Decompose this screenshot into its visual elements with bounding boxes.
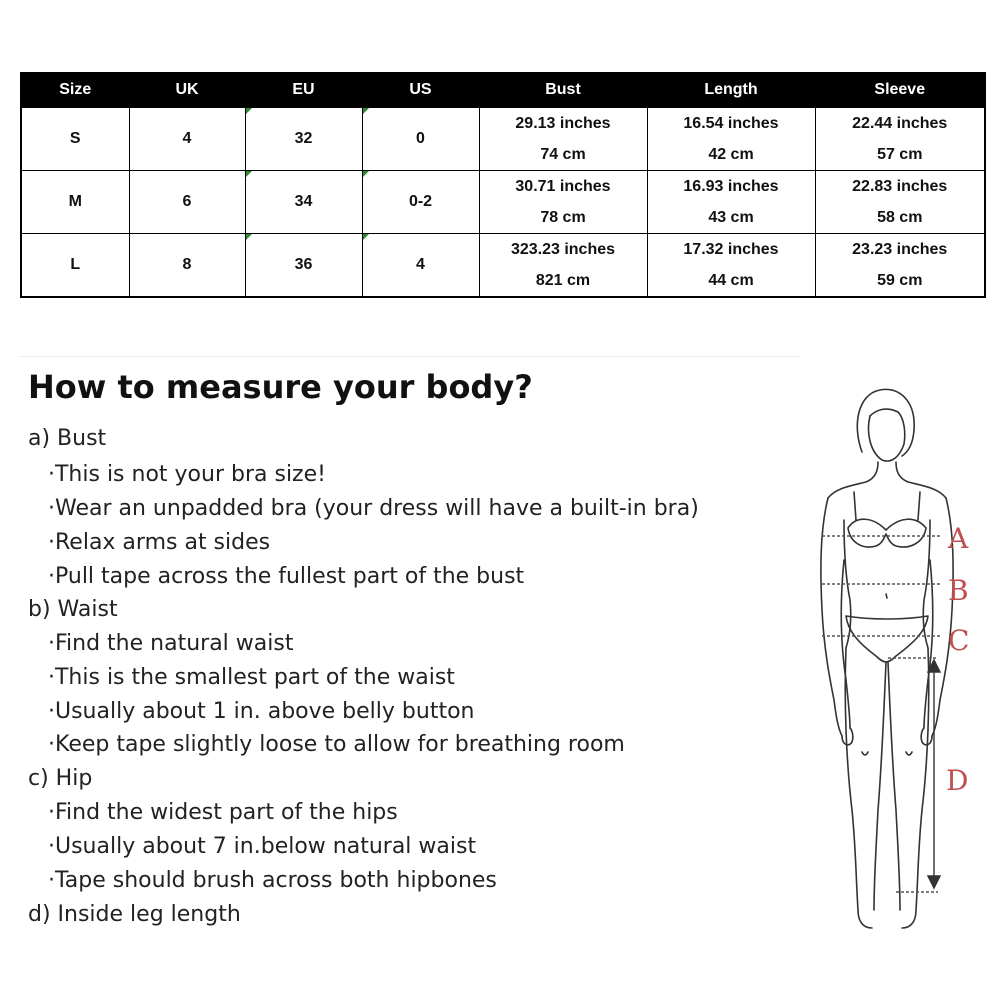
cell-us: 0 xyxy=(362,107,479,170)
table-row xyxy=(21,170,985,233)
sleeve-inches: 23.23 inches xyxy=(852,240,948,258)
bust-heading: a) Bust xyxy=(28,426,107,451)
cell-uk: 4 xyxy=(129,107,245,170)
bust-tip: ·Pull tape across the fullest part of the bust xyxy=(48,564,525,589)
waist-tip: ·Usually about 1 in. above belly button xyxy=(48,699,475,724)
bust-cm: 821 cm xyxy=(535,271,591,289)
waist-heading: b) Waist xyxy=(28,597,118,622)
header-bust: Bust xyxy=(479,73,647,107)
hip-tip: ·Find the widest part of the hips xyxy=(48,800,398,825)
header-uk: UK xyxy=(129,73,245,107)
cell-bust xyxy=(479,107,647,170)
cell-eu: 34 xyxy=(245,170,362,233)
cell-sleeve xyxy=(815,170,985,233)
cell-us: 4 xyxy=(362,233,479,297)
bust-tip: ·This is not your bra size! xyxy=(48,462,326,487)
cell-size: L xyxy=(21,233,129,297)
cell-eu: 32 xyxy=(245,107,362,170)
cell-sleeve xyxy=(815,233,985,297)
header-length: Length xyxy=(647,73,815,107)
sleeve-inches: 22.83 inches xyxy=(852,177,948,195)
cell-eu: 36 xyxy=(245,233,362,297)
sleeve-cm: 59 cm xyxy=(877,271,923,289)
cell-uk: 8 xyxy=(129,233,245,297)
length-cm: 42 cm xyxy=(708,145,754,163)
label-a: A xyxy=(948,522,969,555)
cell-length xyxy=(647,170,815,233)
header-us: US xyxy=(362,73,479,107)
bust-inches: 323.23 inches xyxy=(510,240,616,258)
inside-leg-heading: d) Inside leg length xyxy=(28,902,241,927)
guide-title: How to measure your body? xyxy=(28,368,533,406)
waist-tip: ·Keep tape slightly loose to allow for breathing room xyxy=(48,732,625,757)
bust-inches: 30.71 inches xyxy=(515,177,611,195)
waist-tip: ·This is the smallest part of the waist xyxy=(48,665,455,690)
hip-tip: ·Usually about 7 in.below natural waist xyxy=(48,834,477,859)
label-c: C xyxy=(948,624,970,657)
cell-uk: 6 xyxy=(129,170,245,233)
header-size: Size xyxy=(21,73,129,107)
bust-tip: ·Wear an unpadded bra (your dress will have a built-in bra) xyxy=(48,496,699,521)
bust-cm: 74 cm xyxy=(540,145,586,163)
cell-bust xyxy=(479,233,647,297)
header-sleeve: Sleeve xyxy=(815,73,985,107)
body-outline-icon xyxy=(800,380,1000,940)
cell-size: M xyxy=(21,170,129,233)
cell-sleeve xyxy=(815,107,985,170)
sleeve-cm: 57 cm xyxy=(877,145,923,163)
bust-cm: 78 cm xyxy=(540,208,586,226)
length-inches: 17.32 inches xyxy=(683,240,779,258)
length-inches: 16.54 inches xyxy=(683,114,779,132)
waist-tip: ·Find the natural waist xyxy=(48,631,294,656)
section-divider xyxy=(20,356,800,357)
label-b: B xyxy=(948,574,969,607)
table-row xyxy=(21,107,985,170)
bust-tip: ·Relax arms at sides xyxy=(48,530,271,555)
length-cm: 43 cm xyxy=(708,208,754,226)
hip-tip: ·Tape should brush across both hipbones xyxy=(48,868,497,893)
table-row xyxy=(21,233,985,297)
length-cm: 44 cm xyxy=(708,271,754,289)
cell-size: S xyxy=(21,107,129,170)
hip-heading: c) Hip xyxy=(28,766,93,791)
label-d: D xyxy=(946,764,969,797)
sleeve-inches: 22.44 inches xyxy=(852,114,948,132)
sleeve-cm: 58 cm xyxy=(877,208,923,226)
cell-us: 0-2 xyxy=(362,170,479,233)
cell-length xyxy=(647,233,815,297)
bust-inches: 29.13 inches xyxy=(515,114,611,132)
size-chart-table xyxy=(20,72,986,298)
header-eu: EU xyxy=(245,73,362,107)
cell-length xyxy=(647,107,815,170)
table-header-row xyxy=(21,73,985,107)
length-inches: 16.93 inches xyxy=(683,177,779,195)
cell-bust xyxy=(479,170,647,233)
